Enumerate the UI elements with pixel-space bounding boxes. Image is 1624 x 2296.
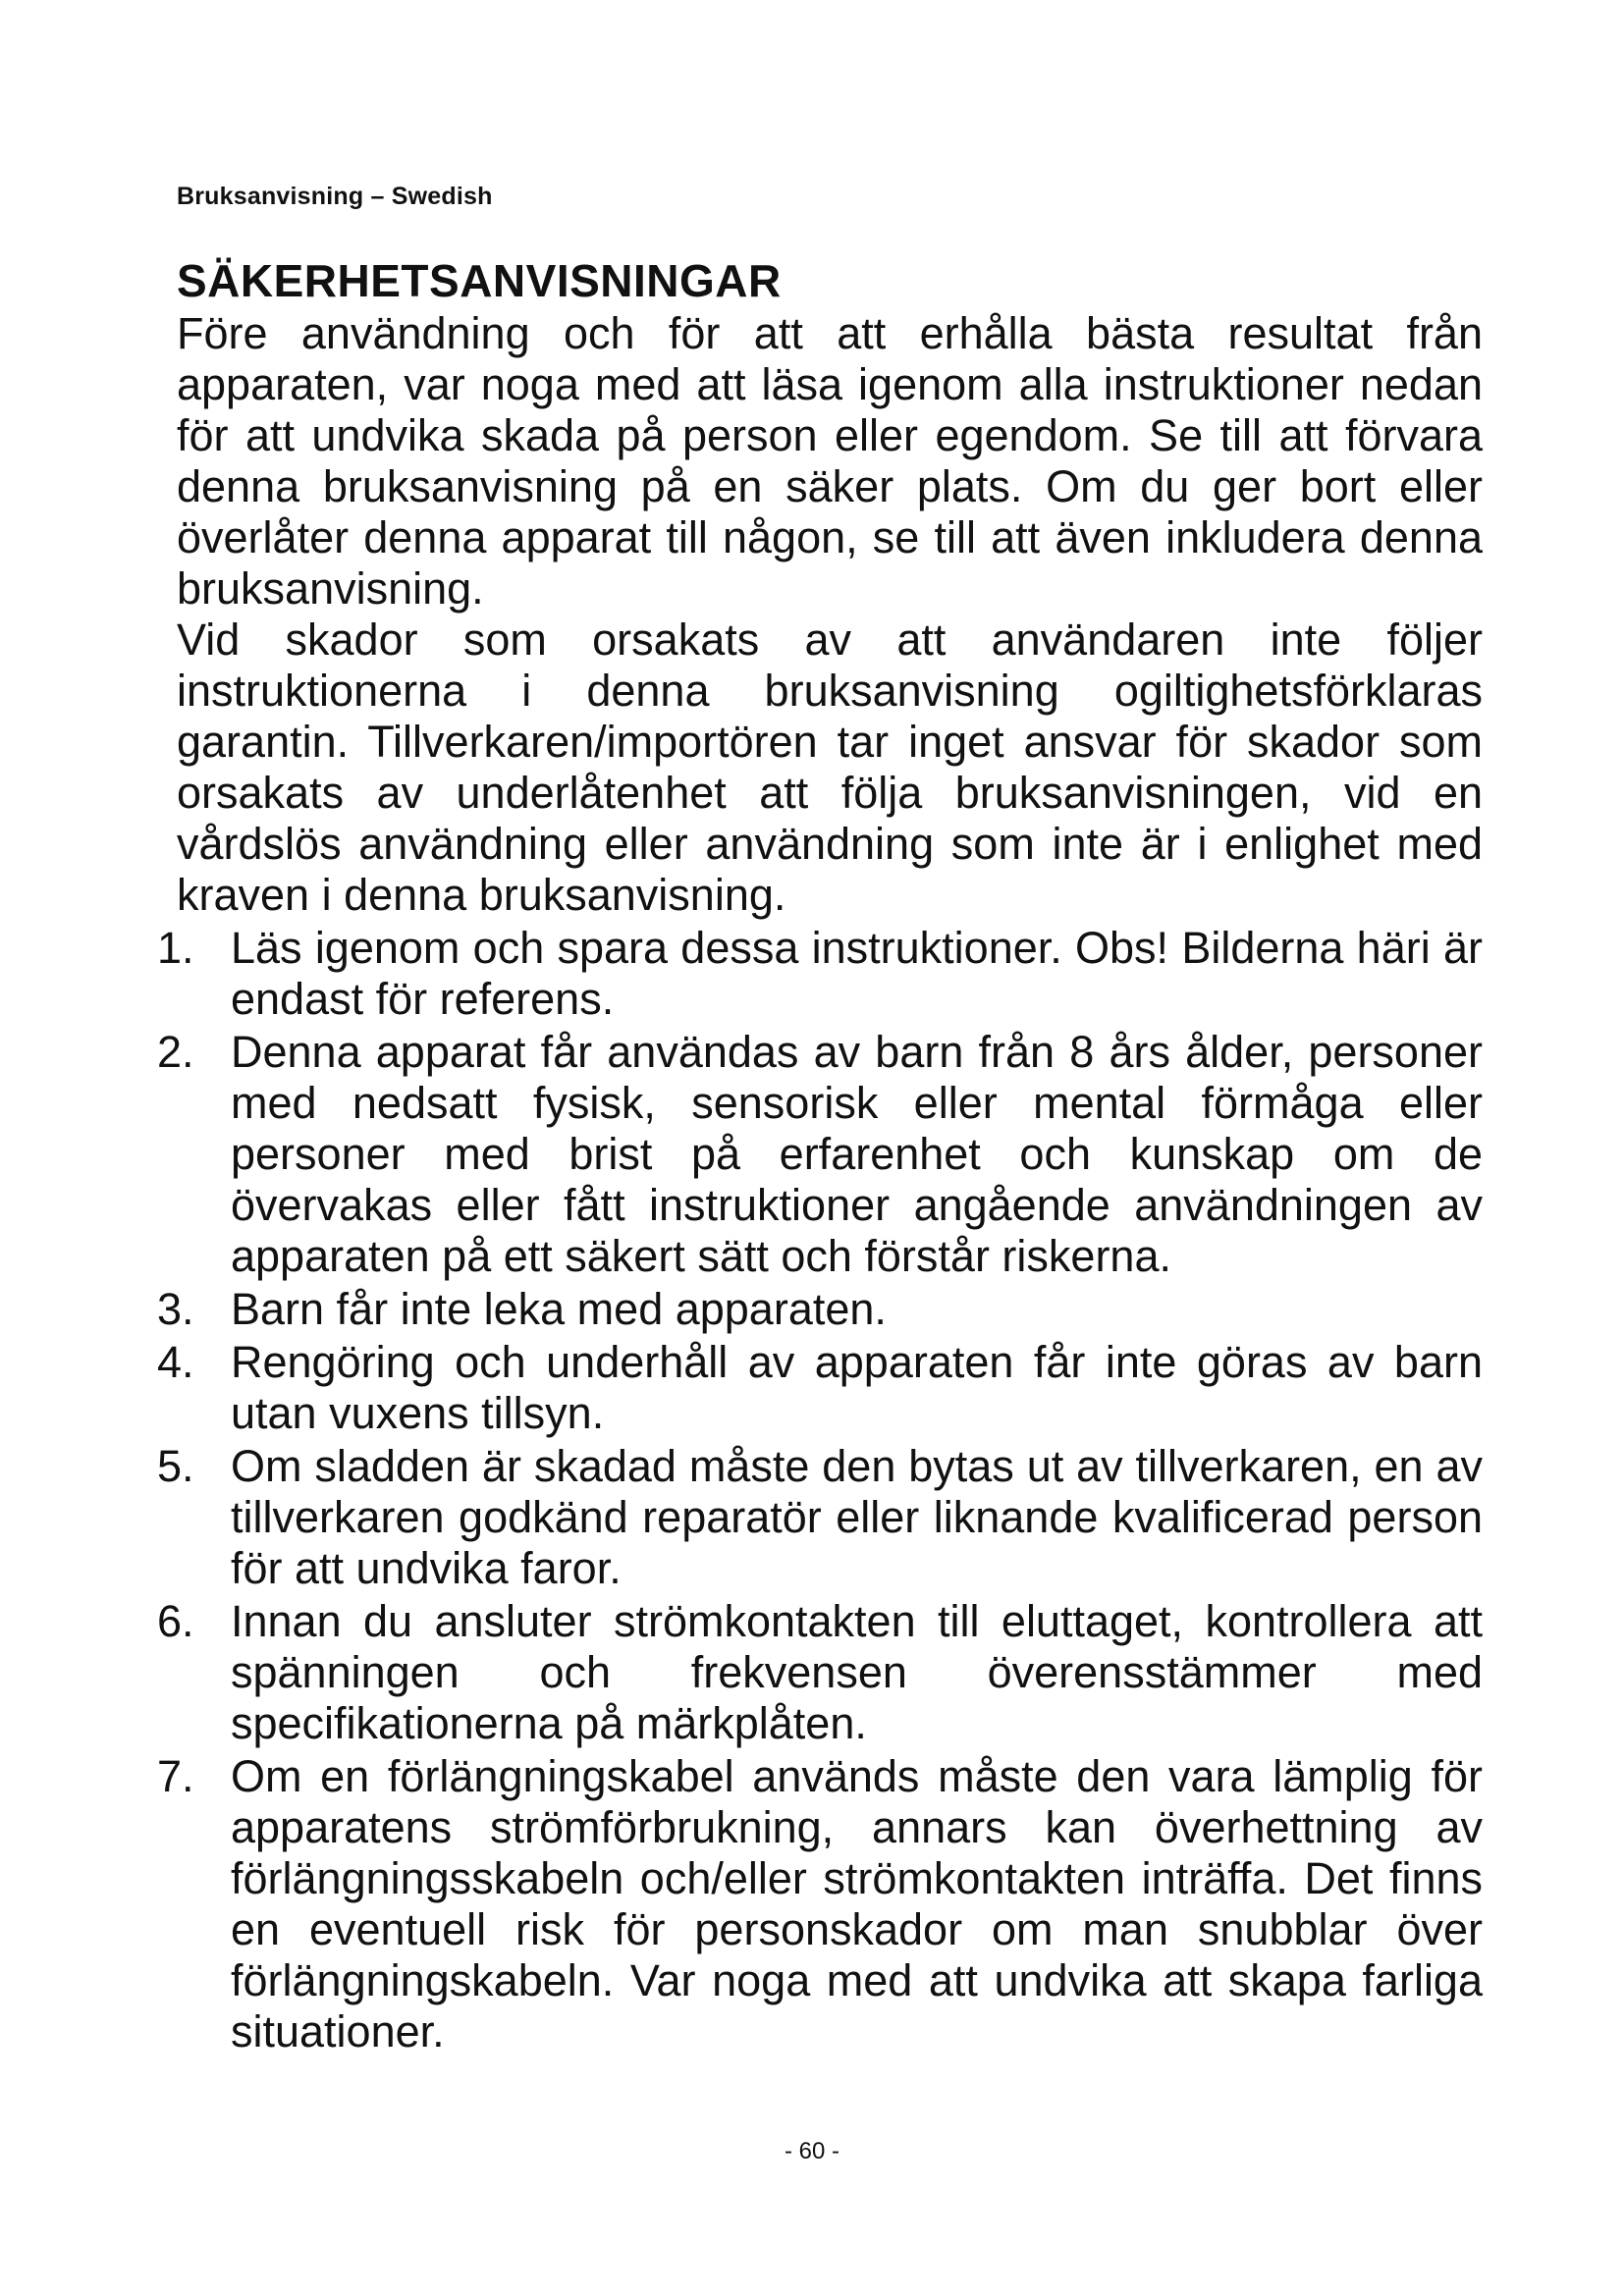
list-item-text: Denna apparat får användas av barn från 8 års ålder, personer med nedsatt fysisk, sensorisk eller mental förmåga eller personer med brist på erfarenhet och kunskap om de övervakas eller fått instruktioner angående användningen av apparaten på ett säkert sätt och förstår riskerna. (231, 1027, 1483, 1281)
intro-paragraph: Före användning och för att att erhålla bästa resultat från apparaten, var noga med att läsa igenom alla instruktioner nedan för att undvika skada på person eller egendom. Se till att förvara denna bruksanvisning på en säker plats. Om du ger bort eller överlåter denna apparat till någon, se till att även inkludera denna bruksanvisning. (177, 308, 1483, 614)
list-item-text: Rengöring och underhåll av apparaten får inte göras av barn utan vuxens tillsyn. (231, 1337, 1483, 1438)
list-item-text: Om sladden är skadad måste den bytas ut av tillverkaren, en av tillverkaren godkänd reparatör eller liknande kvalificerad person för att undvika faror. (231, 1441, 1483, 1593)
list-item (157, 1027, 1483, 1282)
list-item (157, 1337, 1483, 1439)
list-item (157, 1596, 1483, 1749)
list-item-text: Om en förlängningskabel används måste den vara lämplig för apparatens strömförbrukning, annars kan överhettning av förlängningsskabeln och/eller strömkontakten inträffa. Det finns en eventuell risk för personskador om man snubblar över förlängningskabeln. Var noga med att undvika att skapa farliga situationer. (231, 1751, 1483, 2056)
list-item-number: 6. (157, 1596, 194, 1646)
list-item (157, 1284, 1483, 1335)
document-header: Bruksanvisning – Swedish (177, 183, 493, 210)
section-title: SÄKERHETSANVISNINGAR (177, 255, 782, 306)
list-item-number: 3. (157, 1284, 194, 1334)
list-item (157, 1751, 1483, 2057)
safety-section (157, 253, 1483, 2057)
list-item-number: 4. (157, 1337, 194, 1387)
list-item-text: Läs igenom och spara dessa instruktioner. Obs! Bilderna häri är endast för referens. (231, 923, 1483, 1024)
list-item-number: 1. (157, 923, 194, 973)
list-item-number: 5. (157, 1441, 194, 1491)
list-item-number: 2. (157, 1027, 194, 1077)
list-item (157, 1441, 1483, 1594)
list-item (157, 923, 1483, 1025)
page-number: - 60 - (784, 2138, 839, 2164)
list-item-number: 7. (157, 1751, 194, 1801)
warranty-paragraph: Vid skador som orsakats av att användaren inte följer instruktionerna i denna bruksanvisning ogiltighetsförklaras garantin. Tillverkaren/importören tar inget ansvar för skador som orsakats av underlåtenhet att följa bruksanvisningen, vid en vårdslös användning eller användning som inte är i enlighet med kraven i denna bruksanvisning. (177, 614, 1483, 920)
list-item-text: Innan du ansluter strömkontakten till eluttaget, kontrollera att spänningen och frekvensen överensstämmer med specifikationerna på märkplåten. (231, 1596, 1483, 1748)
list-item-text: Barn får inte leka med apparaten. (231, 1284, 887, 1334)
safety-instructions-list (157, 923, 1483, 2057)
